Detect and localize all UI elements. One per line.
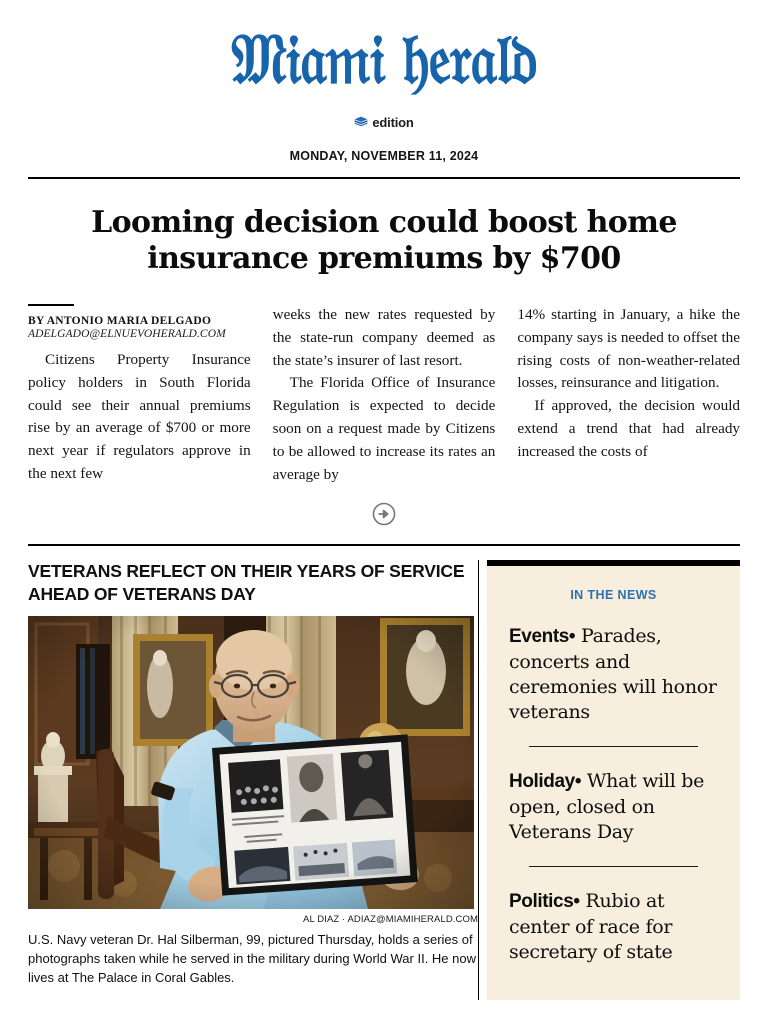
news-item-text: What will be open, closed on Veterans Day	[509, 770, 705, 843]
lead-story-columns	[28, 304, 740, 486]
masthead	[0, 0, 768, 163]
lead-column-3	[517, 304, 740, 486]
column-divider	[478, 560, 479, 1000]
dateline: MONDAY, NOVEMBER 11, 2024	[289, 148, 479, 163]
lead-paragraph-3a: 14% starting in January, a hike the company says is needed to offset the rising costs of non-weather-related losses, reinsurance and litigation.	[517, 306, 741, 392]
veteran-photo-image	[28, 616, 474, 909]
news-item-separator: •	[574, 771, 582, 793]
masthead-divider	[28, 177, 740, 179]
in-the-news-sidebar	[487, 560, 740, 1000]
news-item-separator: •	[573, 891, 580, 913]
edition-badge	[0, 115, 768, 131]
photo-credit: AL DIAZ · ADIAZ@MIAMIHERALD.COM	[303, 914, 478, 926]
sidebar-title: IN THE NEWS	[570, 588, 657, 603]
miami-herald-wordmark	[196, 22, 572, 100]
masthead-logo[interactable]	[23, 22, 745, 109]
lead-column-1	[28, 304, 251, 486]
list-item[interactable]	[509, 867, 718, 964]
lead-column-2	[273, 304, 496, 486]
news-item-lead: Politics	[509, 891, 574, 913]
sidebar-panel	[487, 560, 740, 1000]
news-item-text: Rubio at center of race for secretary of state	[509, 890, 673, 963]
sidebar-top-bar	[487, 560, 740, 566]
photo-caption: U.S. Navy veteran Dr. Hal Silberman, 99, pictured Thursday, holds a series of photographs taken while he served in the military during World War II. He now lives at The Palace in Coral Gables.	[28, 932, 476, 986]
lead-paragraph-3b: If approved, the decision would extend a trend that had already increased the costs of	[517, 397, 741, 460]
feature-kicker[interactable]: VETERANS REFLECT ON THEIR YEARS OF SERVICE AHEAD OF VETERANS DAY	[28, 561, 465, 604]
feature-story	[28, 560, 478, 1000]
layers-icon	[354, 116, 368, 129]
svg-text:𝔐𝔦𝔞𝔪𝔦 𝔥𝔢𝔯𝔞𝔩𝔡: 𝔐𝔦𝔞𝔪𝔦 𝔥𝔢𝔯𝔞𝔩𝔡	[231, 22, 537, 100]
edition-label: edition	[372, 115, 414, 131]
lead-paragraph-1: Citizens Property Insurance policy holders in South Florida could see their annual premiums rise by an average of $700 or more next year if regulators approve in the next few	[28, 351, 251, 483]
news-item-separator: •	[568, 626, 576, 648]
lead-headline[interactable]: Looming decision could boost home insurance premiums by $700	[91, 204, 677, 277]
byline-rule	[28, 304, 74, 306]
news-item-lead: Holiday	[509, 771, 575, 793]
list-item[interactable]	[509, 602, 718, 724]
continue-reading-wrap	[0, 502, 768, 526]
section-divider	[28, 544, 740, 546]
veteran-photo[interactable]	[28, 616, 474, 909]
lead-paragraph-2a: weeks the new rates requested by the state-run company deemed as the state’s insurer of last resort.	[272, 306, 496, 369]
lead-paragraph-2b: The Florida Office of Insurance Regulation is expected to decide soon on a request made by Citizens to be allowed to increase its rates an average by	[272, 374, 496, 483]
byline-email[interactable]: ADELGADO@ELNUEVOHERALD.COM	[28, 328, 226, 341]
news-item-text: Parades, concerts and ceremonies will honor veterans	[509, 625, 717, 723]
arrow-right-circle-icon[interactable]	[372, 502, 396, 526]
news-item-lead: Events	[509, 626, 569, 648]
lower-section	[28, 560, 740, 1000]
byline: BY ANTONIO MARIA DELGADO	[28, 315, 212, 328]
list-item[interactable]	[509, 747, 718, 844]
